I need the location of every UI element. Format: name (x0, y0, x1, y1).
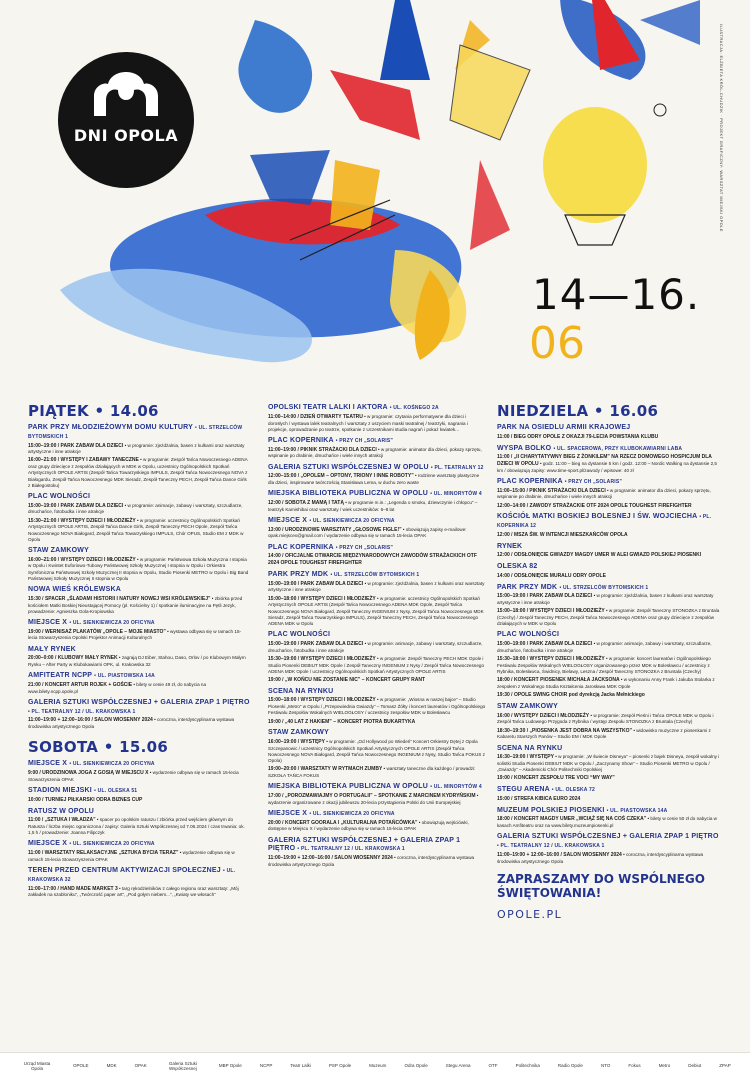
venue: OPOLSKI TEATR LALKI I AKTORA • UL. KOŚNEGO 2A (268, 404, 439, 411)
partner-logo: PSP Opole (328, 1063, 352, 1069)
venue: GALERIA SZTUKI WSPÓŁCZESNEJ + GALERIA ZPAP 1 PIĘTRO • PL. TEATRALNY 12 / UL. KRAKOWSKA 1 (497, 833, 719, 850)
event: 12:00–15:00 / „OPOLEM – OPTONY, TRIONY I INNE ROBOTY” • rodzinne warsztaty plastyczne dla dzieci, inspirowane twórczością Stanisława Lema, w duchu zero waste (268, 473, 480, 486)
event: 15:00–19:00 / PARK ZABAW DLA DZIECI • w programie: zjeżdżalnia, basen z kulkami oraz warsztaty artystyczne i inne atrakcje (268, 580, 485, 593)
event: 10:00 / TURNIEJ PIŁKARSKI ODRA BIZNES CUP (28, 796, 143, 803)
event: 19:00 / KONCERT ZESPOŁU TRE VOCI “MY WAY” (497, 775, 615, 782)
partner-logo: Urząd Miasta Opola (23, 1060, 51, 1071)
venue: MAŁY RYNEK (28, 645, 76, 653)
partner-logo: OPOLE (73, 1063, 89, 1069)
event: 20:00 / KONCERT GOORALA I „KULTURALNA POTAŃCÓWKA” • obowiązują wejściówki, dostępne w Miejscu X / wydarzenie odbywa się w ramach 15-lecia OPAK (268, 819, 469, 832)
festival-month: 06 (529, 318, 585, 369)
venue: PARK NA OSIEDLU ARMII KRAJOWEJ (497, 424, 631, 431)
day-heading-sunday: NIEDZIELA • 16.06 (497, 402, 659, 420)
event: 18:30–19:30 / „PIOSENKA JEST DOBRA NA WSZYSTKO” • widowisko muzyczne z piosenkami z Kabaretu Starszych Panów – Studio EM / MDK Opole (497, 727, 711, 740)
day-heading-saturday: SOBOTA • 15.06 (28, 738, 169, 757)
partner-logo: Fokus (628, 1063, 641, 1069)
venue: PLAC KOPERNIKA • PRZY CH „SOLARIS” (497, 477, 623, 485)
partner-logo: Stegu Arena (445, 1063, 471, 1069)
partner-logo: NTO (600, 1063, 611, 1069)
festival-dates: 14—16. (532, 270, 701, 319)
event: 15:30 / SPACER „ŚLADAMI HISTORII I NATURY NOWEJ WSI KRÓLEWSKIEJ” • zbiórka przed kościołem Matki Boskiej Nieustającej Pomocy (pl. Kościelny 1) / spotkanie iluminacyjne na Pętli Jezyk, prowadzenie: Agnieszka Gola-Kropiowska (28, 595, 243, 614)
festival-year: 2024 (108, 158, 161, 180)
credits: ILUSTRACJA: ELŻBIETA KRÓL-CHUDZIK · PROJEKT GRAFICZNY: WARSZTAT MIEJSKI OPOLE (719, 24, 724, 232)
venue: SCENA NA RYNKU (497, 744, 563, 752)
event: 11:00 / WARSZTATY RELAKSACYJNE „SZTUKA BYCIA TERAZ” • wydarzenie odbywa się w ramach 15-lecia Stowarzyszenia OPAK (28, 850, 235, 862)
event: 12:00–14:00 / ZAWODY STRAŻACKIE OTF 2024 OPOLE TOUGHEST FIREFIGHTER (497, 502, 692, 509)
event: 16:00–21:00 / WYSTĘPY DZIECI I MŁODZIEŻY • w programie: Państwowa Szkoła Muzyczna I stopnia w Opolu i Kwintet Euforiowo-Tubowy Państwowej Szkoły Muzycznej I stopnia w Opolu i Orkiestra Symfoniczna Państwowej Szkoły Muzycznej II stopnia w Opolu, Studio Piosenki METRO w Opolu i Big Band Państwowej Szkoły Muzycznej II stopnia w Opolu (28, 556, 249, 581)
event: 15:00 / STREFA KIBICA EURO 2024 (497, 795, 581, 802)
venue: TEREN PRZED CENTRUM AKTYWIZACJI SPOŁECZNEJ • UL. KRAKOWSKA 32 (28, 867, 236, 883)
partner-logo: ZPAP (719, 1063, 731, 1069)
event: 11:00–17:00 / HAND MADE MARKET 3 • targ rękodzielników z całego regionu oraz warsztaty: „Mój zakładek na szabloniku”, „Twórczość paper art”, „Pod gołym niebem...”, „Kwiaty we włosach” (28, 885, 239, 898)
venue: OLESKA 82 (497, 563, 538, 571)
venue: PLAC WOLNOŚCI (28, 492, 91, 500)
venue: PLAC KOPERNIKA • PRZY CH „SOLARIS” (268, 436, 394, 444)
event: 15:00–19:00 / PARK ZABAW DLA DZIECI • w programie: animacje, zabawy i warsztaty, szczudlarze, dmuchańce, fotobudka i inne atrakcje (28, 502, 243, 515)
venue: PARK PRZY MŁODZIEŻOWYM DOMU KULTURY • UL. STRZELCÓW BYTOMSKICH 1 (28, 424, 243, 440)
partner-logo: NCPP (259, 1063, 273, 1069)
venue: PLAC WOLNOŚCI (268, 631, 331, 639)
venue: PARK PRZY MDK • UL. STRZELCÓW BYTOMSKICH 1 (497, 583, 649, 591)
event: 14:00 / ODSŁONIĘCIE MURALU ODRY OPOLE (497, 572, 606, 579)
town-hall-outline-icon (84, 66, 168, 122)
venue: PLAC KOPERNIKA • PRZY CH „SOLARIS” (268, 543, 394, 551)
event: 16:00–21:00 / WYSTĘPY I ZABAWY TANECZNE • w programie: Zespół Tańca Nowoczesnego ADENA oraz grupy dziecięce z zespołów działających w MDK w Opolu, uczestnicy Ogólnopolskich Spotkań Artystycznych OPOLE ARTIS (Zespół Tańca Towarzyskiego IMPULS, Zespół Tańca Nowoczesnego NOVA z Białogardu, Zespół Tańca Nowoczesnego MDK Sieradz, Zespół Taneczny PECH, Zespół Tańca Dance Girls z Białegostoku) (28, 457, 248, 488)
partner-logo: MDK (106, 1063, 117, 1069)
venue: AMFITEATR NCPP • UL. PIASTOWSKA 14A (28, 672, 155, 680)
event: 9:00 / URODZINOWA JOGA Z GOSIĄ W MIEJSCU X • wydarzenie odbywa się w ramach 15-lecia Stowarzyszenia OPAK (28, 770, 239, 782)
event: 19:00 / „40 LAT Z HAKIEM” – KONCERT PIOTRA BUKARTYKA (268, 718, 416, 725)
event: 20:00–0:00 / KLUBOWY MAŁY RYNEK • zagrają DJ Eiber, Stahou, Daso, Orlov / po Klubowym Małym Rynku – After Party w Klubokawiarni OPK, ul. Krakowska 32 (28, 655, 246, 668)
event: 18:00 / KONCERT PIOSENEK MICHAŁA JACKSONA • w wykonaniu Anny Frank i Jakuba Stolarka z zespołem z Wokalnego Studia Kształcenia Jarosława MDK Opole (497, 677, 715, 689)
venue: STAW ZAMKOWY (497, 702, 558, 710)
event: 12:00 / SOBOTA Z MAMĄ I TATĄ • w programie m.in.: „Legenda o smoku, dziewczynie i chłopcu” – teatrzyk Kamishibai oraz warsztaty / wiek uczestników: 6–8 lat (268, 500, 478, 512)
venue: PARK PRZY MDK • UL. STRZELCÓW BYTOMSKICH 1 (268, 570, 420, 578)
event: 11:00 / „SZTUKA I WŁADZA” • spacer po opolskim ratuszu / zbiórka przed wejściem głównym do Ratusza / liczba miejsc ograniczona / zapisy: Galeria Sztuki Współczesnej od 7.06.2024 / czas trwania: ok. 1,5 h / prowadzenie: Joanna Filipczyk (28, 817, 245, 836)
event: 15:00–18:00 / WYSTĘPY DZIECI I MŁODZIEŻY • w programie: Zespół Taneczny STONOZKA z Bruntala (Czechy) / Zespół Taneczny PECH, Zespół Tańca Nowoczesnego ADENA oraz grupy dziecięce z zespołów działających w MDK w Opolu (497, 608, 720, 627)
venue: SCENA NA RYNKU (268, 687, 334, 695)
venue: RYNEK (497, 542, 523, 550)
venue: MUZEUM POLSKIEJ PIOSENKI • UL. PIASTOWSKA 14A (497, 806, 668, 814)
website-link[interactable]: OPOLE.PL (497, 908, 563, 922)
event: 11:00–15:00 / PIKNIK STRAŻACKI DLA DZIECI • w programie: animator dla dzieci, pokazy sprzętu, wspinanie po drabinie, dmuchańce i wiele innych atrakcji (497, 487, 711, 500)
venue: KOŚCIÓŁ MATKI BOSKIEJ BOLESNEJ I ŚW. WOJCIECHA • PL. KOPERNIKA 12 (497, 513, 712, 530)
venue: STAW ZAMKOWY (28, 546, 89, 554)
venue: GALERIA SZTUKI WSPÓŁCZESNEJ W OPOLU • PL. TEATRALNY 12 (268, 463, 484, 471)
column-sunday (497, 400, 721, 921)
event: 21:00 / KONCERT ARTUR ROJEK + GOŚCIE • bilety w cenie 49 zł, do nabycia na www.bilety.ncpp.opole.pl (28, 682, 207, 694)
partner-logo: Debiut (688, 1063, 702, 1069)
venue: MIEJSKA BIBLIOTEKA PUBLICZNA W OPOLU • UL. MINORYTÓW 4 (268, 783, 482, 791)
partner-logos-bar (0, 1052, 750, 1080)
venue: MIEJSCE X • UL. SIENKIEWICZA 20 OFICYNA (28, 840, 155, 848)
event: 19:30 / OPOLE SWING CHOIR pod dyrekcją Jacka Mełnickiego (497, 692, 645, 699)
invitation-heading: ZAPRASZAMY DO WSPÓLNEGO ŚWIĘTOWANIA! (497, 871, 705, 900)
column-friday-saturday (28, 400, 250, 901)
venue: MIEJSCE X • UL. SIENKIEWICZA 20 OFICYNA (28, 760, 155, 768)
partner-logo: Odra Opole (404, 1063, 428, 1069)
partner-logo: Politechnika (515, 1063, 540, 1069)
event: 15:30–21:00 / WYSTĘPY DZIECI I MŁODZIEŻY • w programie: uczestnicy Ogólnopolskich Spotkań Artystycznych OPOLE ARTIS, Zespół Tańca Dance Girls, Zespół Taneczny PECH Opole, Zespół Tańca Nowoczesnego NOVA Białogard, Zespół Tańca Towarzyskiego IMPULS, Chór OPUS, Studio EM z MDK w Opolu (28, 517, 244, 542)
venue: WYSPA BOLKO • UL. SPACEROWA, PRZY KLUBOKAWIARNI LABA (497, 444, 683, 452)
partner-logo: Radio Opole (557, 1063, 583, 1069)
event: 16:00–19:00 / WYSTĘPY • w programie: „Od Hollywood po Wiedeń” Koncert Orkiestry Dętej z Opola Szczepanowic / uczestnicy Ogólnopolskich Spotkań Artystycznych OPOLE ARTIS (Zespół Tańca Nowoczesnego NOVA Białogard, Zespół Tańca Nowoczesnego INGENIUM z Nysy, Studio Tańca FOKUS z Opola) (268, 739, 485, 764)
event: 15:00–19:00 / PARK ZABAW DLA DZIECI • w programie: animacje, zabawy i warsztaty, szczudlarze, dmuchańce, fotobudka i inne atrakcje (268, 640, 483, 653)
venue: GALERIA SZTUKI WSPÓŁCZESNEJ + GALERIA ZPAP 1 PIĘTRO • PL. TEATRALNY 12 / UL. KRAKOWSKA 1 (28, 698, 250, 715)
event: 16:30–19:00 / WYSTĘPY • w programie: „W świecie Disneya” – piosenki z bajek Disneya, zespół wokalny i solistki Studia Piosenki DEBIUT MDK w Opolu / „Zaczynamy Show” – Studio Piosenki METRO w Opolu / „Gwiazdy” – Akademicki Chór Politechniki Opolskiej (497, 754, 720, 773)
venue: STAW ZAMKOWY (268, 729, 329, 737)
event: 19:00 / WERNISAŻ PLAKATÓW „OPOLE – MOJE MIASTO” • wystawa odbywa się w ramach 15-lecia Stowarzyszenia Opolski Projektor Animacji Kulturalnych (28, 628, 242, 641)
event: 12:00 / ODSŁONIĘCIE GWIAZDY MAGDY UMER W ALEI GWIAZD POLSKIEJ PIOSENKI (497, 552, 702, 559)
venue: RATUSZ W OPOLU (28, 807, 95, 815)
venue: PLAC WOLNOŚCI (497, 631, 560, 639)
event: 11:00–19:00 + 12:00–16:00 / SALON WIOSENNY 2024 • coroczna, interdyscyplinarna wystawa środowiska artystycznego Opola (268, 855, 475, 867)
event: 19:00 / „W KOŃCU NIE ZOSTANIE NIC” – KONCERT GRUPY RANT (268, 676, 426, 683)
event: 17:00 / „POROZMAWIAJMY O PORTUGALII” – SPOTKANIE Z MARCINEM KYDRYŃSKIM • wydarzenie organizowane z okazji jubileuszu 20-lecia przystąpienia Polski do Unii Europejskiej (268, 793, 479, 805)
partner-logo: Metro (658, 1063, 671, 1069)
event: 11:00–19:00 + 12:00–16:00 / SALON WIOSENNY 2024 • coroczna, interdyscyplinarna wystawa środowiska artystycznego Opola (497, 851, 704, 864)
event: 11:00–19:00 + 12:00–16:00 / SALON WIOSENNY 2024 • coroczna, interdyscyplinarna wystawa środowiska artystycznego Opola (28, 717, 235, 730)
event: 13:00 / URODZINOWE WARSZTATY „GŁOSOWE FIGLE!” • obowiązują zapisy e-mailowe: opak.miejscex@gmail.com / wydarzenie odbywa się w ramach 15-lecia OPAK (268, 526, 467, 539)
venue: STADION MIEJSKI • UL. OLESKA 51 (28, 787, 138, 795)
logo-text: DNI OPOLA (73, 126, 179, 145)
event: 15:00–19:00 / PARK ZABAW DLA DZIECI • w programie: zjeżdżalnia, basen z kulkami oraz warsztaty artystyczne i inne atrakcje (28, 442, 245, 455)
event: 11:00 / „II CHARYTATYWNY BIEG Z ŻONKILEM” NA RZECZ DOMOWEGO HOSPICJUM DLA DZIECI W OPOLU • godz. 11:00 – bieg na dystansie 5 km / godz. 12:00 – Nordic Walking na dystansie 2,5 km / obowiązują zapisy: www.time-sport.pl/zawody / wpisowe: 40 zł (497, 454, 717, 473)
partner-logo: OPAK (134, 1063, 147, 1069)
event: 15:30–19:00 / WYSTĘPY DZIECI I MŁODZIEŻY • w programie: Zespół Taneczny PECH MDK Opole i Studio Piosenki DEBIUT MDK Opole / Zespół Taneczny INGENIUM z Nysy / Zespół Tańca Nowoczesnego ADENA MDK Opole / uczestnicy Ogólnopolskich Spotkań Artystycznych OPOLE ARTIS (268, 655, 484, 674)
event: 19:00–20:00 / WARSZTATY W RYTMACH ZUMBY • warsztaty taneczne dla każdego / prowadzi: SZKOŁA TAŃCA FOKUS (268, 766, 476, 779)
event: 15:00–19:00 / PARK ZABAW DLA DZIECI • w programie: animacje, zabawy i warsztaty, szczudlarze, dmuchańce, fotobudka i inne atrakcje (497, 641, 712, 653)
column-saturday-continued (268, 400, 486, 870)
partner-logo: OTF (488, 1063, 498, 1069)
event: 18:00 / KONCERT MAGDY UMER „WCIĄŻ SIĘ NA COŚ CZEKA” • bilety w cenie 50 zł do nabycia w kasach Amfiteatru oraz na www.bilety.muzeumpiosenki.pl (497, 816, 717, 829)
event: 15:00–18:00 / WYSTĘPY DZIECI I MŁODZIEŻY • w programie: „Wiosna w naszej bajce” – Studio Piosenki „Metro” w Opolu / „Przepowiednia Gwiazdy” – Tomasz Żółty i koncert laureatów i Ogólnopolskiego Festiwalu Zespołów Wokalnych WIELOGŁOSY / uczestnicy zespołów MDK w Bolesławcu (268, 697, 486, 716)
partner-logo: MBP Opole (218, 1063, 242, 1069)
venue: MIEJSCE X • UL. SIENKIEWICZA 20 OFICYNA (268, 809, 395, 817)
venue: MIEJSCE X • UL. SIENKIEWICZA 20 OFICYNA (268, 516, 395, 524)
event: 15:00–18:00 / WYSTĘPY DZIECI I MŁODZIEŻY • w programie: uczestnicy Ogólnopolskich Spotkań Artystycznych OPOLE ARTIS (Zespół Tańca Nowoczesnego ADENA MDK Opole, Zespół Tańca Nowoczesnego NOVA Białogard, Zespół Taneczny INGENIUM z Nysy, Zespół Tańca Nowoczesnego MDK Sieradz, Zespół Tańca Towarzyskiego IMPULS), Zespół Taneczny PECH, Zespół Tańca Nowoczesnego ADENA MDK w Opolu (268, 595, 484, 626)
partner-logo: Galeria Sztuki Współczesnej (168, 1060, 197, 1071)
event: 16:00 / WYSTĘPY DZIECI I MŁODZIEŻY • w programie: Zespół Pieśni i Tańca OPOLE MDK w Opolu i Zespół Tańca Ludowego Przygoda z Rybnika / występ Zespołu STONOZKA z Bruntala (Czechy) (497, 712, 714, 725)
event: 11:00–14:00 / DZIEŃ OTWARTY TEATRU • w programie: czytania performatywne dla dzieci i dorosłych / wystawa lalek teatralnych / warsztaty z uszyciem maski teatralnej / teatrzyki, nagrania i projekcje, oprowadzanie po teatrze, spotkanie z Uczestnikami studia nagrań i pokaż kwiatek... (268, 413, 468, 432)
day-heading-friday: PIĄTEK • 14.06 (28, 402, 159, 420)
venue: NOWA WIEŚ KRÓLEWSKA (28, 586, 121, 593)
venue: STEGU ARENA • UL. OLESKA 72 (497, 786, 595, 794)
event: 15:30–18:00 / WYSTĘPY DZIECI I MŁODZIEŻY • w programie: koncert laureatów i Ogólnopolskiego Festiwalu Zespołów Wokalnych WIELOGŁOSY organizowanego przez MDK w Bolesławcu / uczestnicy z Rybnika, Bolesławca, Świdnicy, Bielawy, Leszna / Zespół Taneczny STONOZKA z Bruntala (Czechy) (497, 656, 711, 675)
partner-logo: Teatr Lalki (290, 1063, 311, 1069)
event: 12:00 / MSZA ŚW. W INTENCJI MIESZKAŃCÓW OPOLA (497, 531, 628, 538)
event: 11:00 / BIEG ODRY OPOLE Z OKAZJI 79-LECIA POWSTANIA KLUBU (497, 433, 659, 440)
event: 15:00–19:00 / PARK ZABAW DLA DZIECI • w programie: zjeżdżalnia, basen z kulkami oraz warsztaty artystyczne i inne atrakcje (497, 593, 714, 606)
event: 11:00–19:00 / PIKNIK STRAŻACKI DLA DZIECI • w programie: animator dla dzieci, pokazy sprzętu, wspinanie po drabinie, dmuchańce i wiele innych atrakcji (268, 446, 482, 459)
partner-logo: Muzeum (369, 1063, 387, 1069)
venue: MIEJSCE X • UL. SIENKIEWICZA 20 OFICYNA (28, 618, 155, 626)
venue: MIEJSKA BIBLIOTEKA PUBLICZNA W OPOLU • UL. MINORYTÓW 4 (268, 490, 482, 498)
event: 14:00 / OFICJALNE OTWARCIE MIĘDZYNARODOWYCH ZAWODÓW STRAŻACKICH OTF 2024 OPOLE TOUGHEST FIREFIGHTER (268, 553, 477, 567)
venue: GALERIA SZTUKI WSPÓŁCZESNEJ + GALERIA ZPAP 1 PIĘTRO • PL. TEATRALNY 12 / UL. KRAKOWSKA 1 (268, 836, 461, 853)
